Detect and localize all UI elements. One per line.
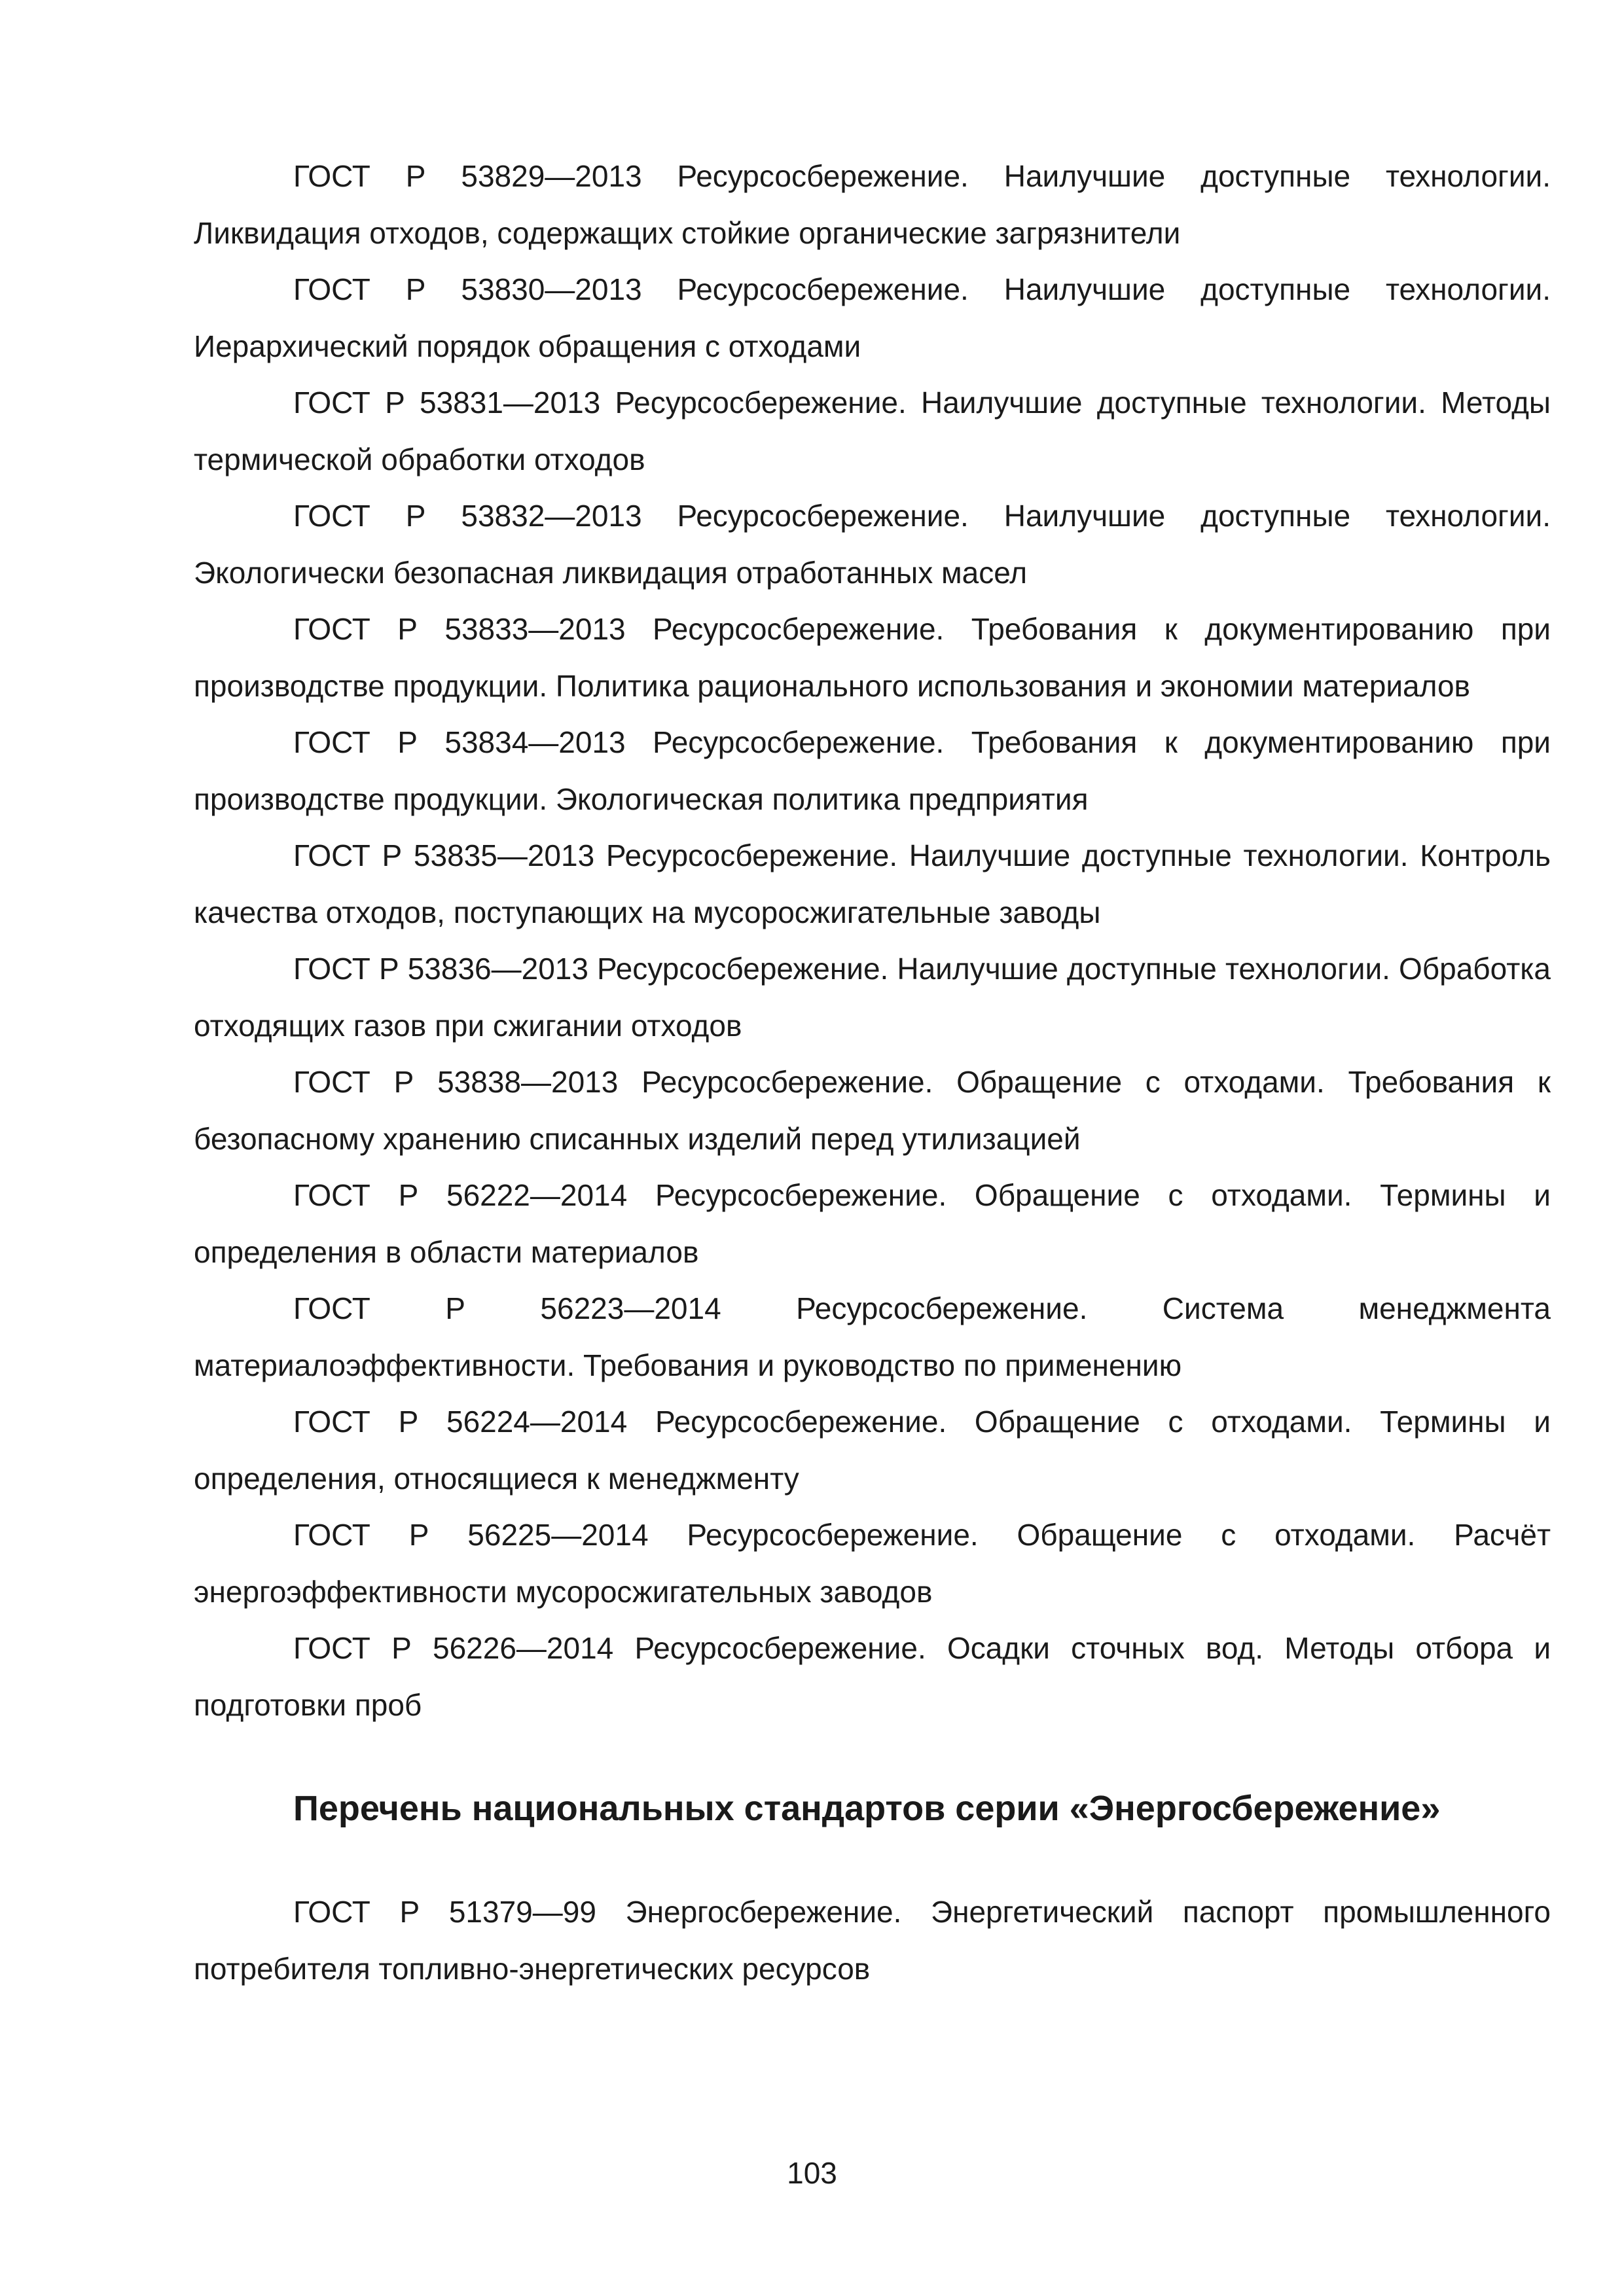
standard-title: Ресурсосбережение. Система менеджмента материалоэффективности. Требования и руководство по применению: [194, 1291, 1551, 1382]
standard-title: Ресурсосбережение. Требования к документированию при производстве продукции. Политика рационального использования и экономии материалов: [194, 612, 1551, 703]
standard-title: Ресурсосбережение. Наилучшие доступные технологии. Контроль качества отходов, поступающих на мусоросжигательные заводы: [194, 838, 1551, 929]
standard-id: ГОСТ Р 53832—2013: [293, 499, 642, 533]
standard-title: Ресурсосбережение. Наилучшие доступные технологии. Иерархический порядок обращения с отходами: [194, 272, 1551, 363]
standard-id: ГОСТ Р 53835—2013: [293, 838, 595, 872]
standard-entry: [194, 1507, 1551, 1620]
standard-entry: [194, 488, 1551, 601]
standard-id: ГОСТ Р 53829—2013: [293, 159, 642, 193]
standard-title: Ресурсосбережение. Обращение с отходами. Термины и определения, относящиеся к менеджменту: [194, 1405, 1551, 1496]
standard-id: ГОСТ Р 56222—2014: [293, 1178, 628, 1212]
standard-entry: [194, 714, 1551, 827]
standard-entry: [194, 1167, 1551, 1280]
section-heading: Перечень национальных стандартов серии «Энергосбережение»: [293, 1789, 1441, 1828]
standard-entry: [194, 1393, 1551, 1507]
standard-title: Ресурсосбережение. Наилучшие доступные технологии. Ликвидация отходов, содержащих стойкие органические загрязнители: [194, 159, 1551, 250]
standard-entry: [194, 1054, 1551, 1167]
standard-id: ГОСТ Р 56223—2014: [293, 1291, 721, 1325]
standard-id: ГОСТ Р 51379—99: [293, 1895, 596, 1929]
standard-title: Ресурсосбережение. Требования к документированию при производстве продукции. Экологическая политика предприятия: [194, 725, 1551, 816]
standard-id: ГОСТ Р 56226—2014: [293, 1631, 614, 1665]
standard-id: ГОСТ Р 53830—2013: [293, 272, 642, 306]
standard-entry: [194, 374, 1551, 488]
document-body: [194, 148, 1551, 1997]
standard-entry: [194, 261, 1551, 374]
standard-id: ГОСТ Р 53838—2013: [293, 1065, 619, 1099]
standard-entry: [194, 1620, 1551, 1733]
standard-entry: [194, 1884, 1551, 1997]
standards-list-energy: [194, 1884, 1551, 1997]
standard-title: Ресурсосбережение. Обращение с отходами. Расчёт энергоэффективности мусоросжигательных заводов: [194, 1518, 1551, 1609]
standards-list-resource: [194, 148, 1551, 1733]
page-number: 103: [787, 2156, 837, 2190]
standard-entry: [194, 148, 1551, 261]
standard-title: Ресурсосбережение. Наилучшие доступные технологии. Обработка отходящих газов при сжигании отходов: [194, 952, 1551, 1043]
standard-id: ГОСТ Р 53833—2013: [293, 612, 626, 646]
standard-id: ГОСТ Р 53831—2013: [293, 386, 601, 420]
standard-title: Ресурсосбережение. Осадки сточных вод. Методы отбора и подготовки проб: [194, 1631, 1551, 1722]
standard-title: Ресурсосбережение. Наилучшие доступные технологии. Методы термической обработки отходов: [194, 386, 1551, 476]
standard-title: Ресурсосбережение. Обращение с отходами. Термины и определения в области материалов: [194, 1178, 1551, 1269]
standard-id: ГОСТ Р 56225—2014: [293, 1518, 649, 1552]
standard-entry: [194, 601, 1551, 714]
standard-title: Ресурсосбережение. Обращение с отходами. Требования к безопасному хранению списанных изделий перед утилизацией: [194, 1065, 1551, 1156]
standard-entry: [194, 1280, 1551, 1393]
standard-entry: [194, 941, 1551, 1054]
standard-entry: [194, 827, 1551, 941]
standard-id: ГОСТ Р 56224—2014: [293, 1405, 628, 1439]
standard-title: Энергосбережение. Энергетический паспорт промышленного потребителя топливно-энергетических ресурсов: [194, 1895, 1551, 1986]
standard-id: ГОСТ Р 53836—2013: [293, 952, 588, 986]
standard-id: ГОСТ Р 53834—2013: [293, 725, 626, 759]
standard-title: Ресурсосбережение. Наилучшие доступные технологии. Экологически безопасная ликвидация отработанных масел: [194, 499, 1551, 590]
